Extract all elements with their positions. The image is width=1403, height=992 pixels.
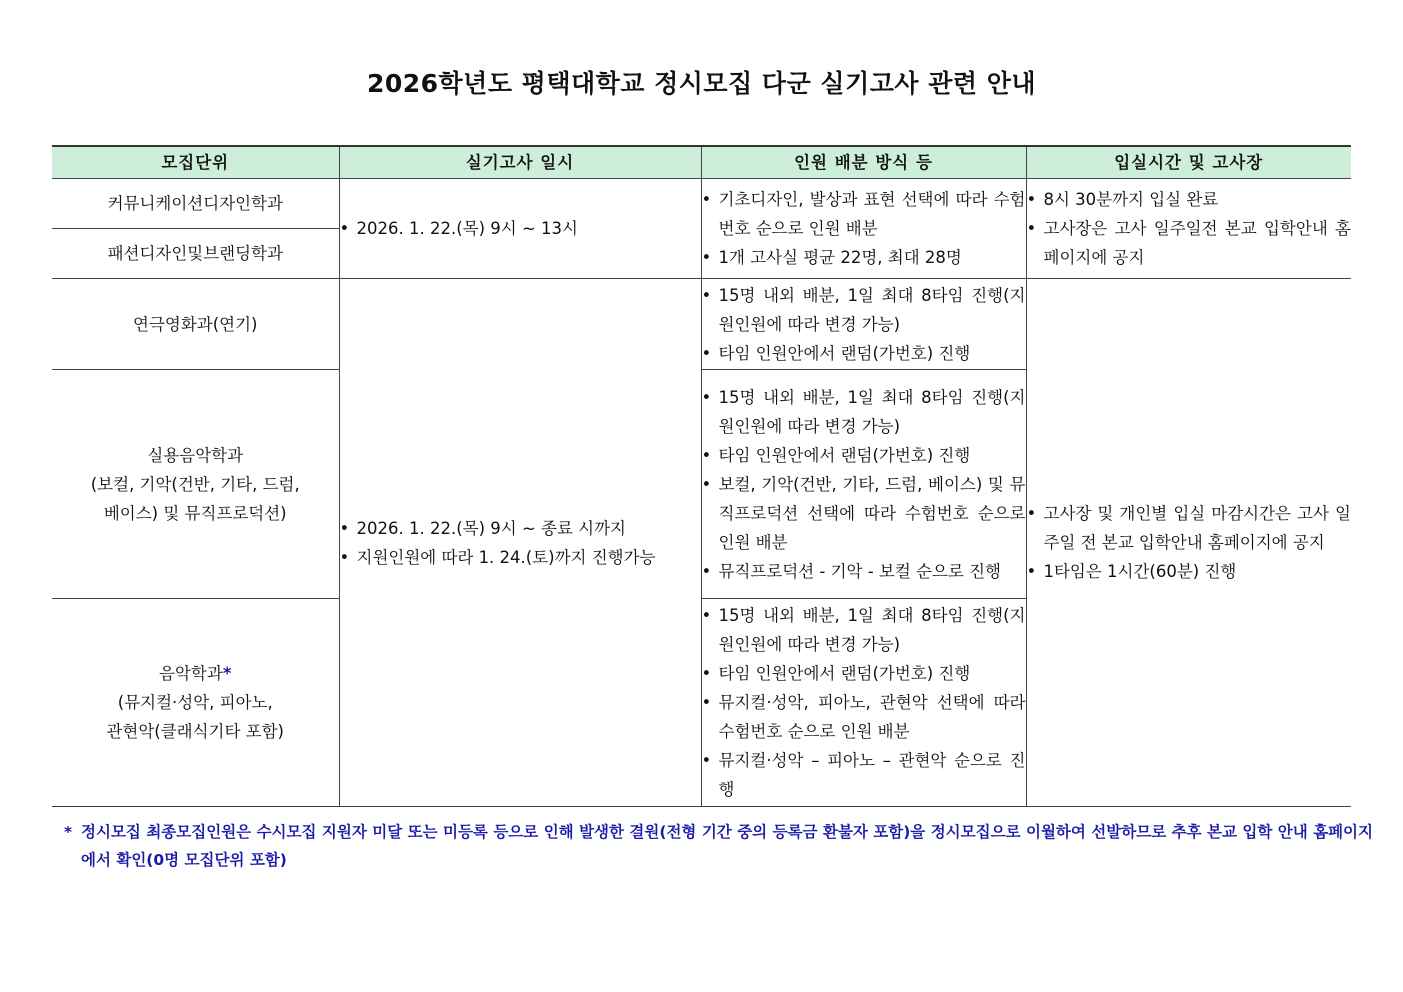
unit-music <box>52 599 339 807</box>
list-item: • 뮤직프로덕션 - 기악 - 보컬 순으로 진행 <box>702 557 1026 586</box>
footnote-asterisk: * <box>64 823 73 841</box>
unit-line <box>52 659 339 688</box>
entry-performance <box>1026 279 1351 807</box>
list-item: • 타임 인원안에서 랜덤(가번호) 진행 <box>702 441 1026 470</box>
list-item: • 고사장은 고사 일주일전 본교 입학안내 홈페이지에 공지 <box>1027 214 1352 272</box>
unit-line: 실용음악학과 <box>147 445 244 465</box>
header-method: 인원 배분 방식 등 <box>701 146 1026 179</box>
list-item: • 15명 내외 배분, 1일 최대 8타임 진행(지원인원에 따라 변경 가능) <box>702 281 1026 339</box>
list-item: • 타임 인원안에서 랜덤(가번호) 진행 <box>702 339 1026 368</box>
header-schedule: 실기고사 일시 <box>339 146 701 179</box>
list-item: • 2026. 1. 22.(목) 9시 ~ 종료 시까지 <box>340 514 701 543</box>
list-item: • 15명 내외 배분, 1일 최대 8타임 진행(지원인원에 따라 변경 가능) <box>702 601 1026 659</box>
footnote-text: 정시모집 최종모집인원은 수시모집 지원자 미달 또는 미등록 등으로 인해 발생한 결원(전형 기간 중의 등록금 환불자 포함)을 정시모집으로 이월하여 선발하므로 추후 본교 입학 안내 홈페이지에서 확인(0명 모집단위 포함) <box>81 823 1373 869</box>
schedule-performance <box>339 279 701 807</box>
exam-schedule-table <box>52 145 1351 807</box>
list-item: • 뮤지컬·성악 – 피아노 – 관현악 순으로 진행 <box>702 746 1026 804</box>
header-entry: 입실시간 및 고사장 <box>1026 146 1351 179</box>
list-item: • 1개 고사실 평균 22명, 최대 28명 <box>702 243 1026 272</box>
unit-line: 베이스) 및 뮤직프로덕션) <box>103 503 287 523</box>
method-applied-music <box>701 370 1026 599</box>
asterisk-mark: * <box>222 664 232 683</box>
schedule-design <box>339 179 701 279</box>
method-theater <box>701 279 1026 370</box>
method-music <box>701 599 1026 807</box>
list-item: • 1타임은 1시간(60분) 진행 <box>1027 557 1352 586</box>
unit-fashion-design: 패션디자인및브랜딩학과 <box>52 229 339 279</box>
entry-design <box>1026 179 1351 279</box>
unit-communication-design: 커뮤니케이션디자인학과 <box>52 179 339 229</box>
unit-line: (뮤지컬·성악, 피아노, <box>117 693 273 712</box>
unit-music-name: 음악학과 <box>159 664 223 683</box>
unit-applied-music <box>52 370 339 599</box>
method-design <box>701 179 1026 279</box>
list-item: • 고사장 및 개인별 입실 마감시간은 고사 일주일 전 본교 입학안내 홈페이지에 공지 <box>1027 499 1352 557</box>
list-item: • 15명 내외 배분, 1일 최대 8타임 진행(지원인원에 따라 변경 가능) <box>702 383 1026 441</box>
list-item: • 지원인원에 따라 1. 24.(토)까지 진행가능 <box>340 543 701 572</box>
footnote <box>64 818 1373 874</box>
list-item: • 뮤지컬·성악, 피아노, 관현악 선택에 따라 수험번호 순으로 인원 배분 <box>702 688 1026 746</box>
unit-line: (보컬, 기악(건반, 기타, 드럼, <box>90 474 300 494</box>
list-item: • 기초디자인, 발상과 표현 선택에 따라 수험번호 순으로 인원 배분 <box>702 185 1026 243</box>
table-header-row <box>52 146 1351 179</box>
list-item: • 보컬, 기악(건반, 기타, 드럼, 베이스) 및 뮤직프로덕션 선택에 따라 수험번호 순으로 인원 배분 <box>702 470 1026 557</box>
unit-line: 관현악(클래식기타 포함) <box>106 722 284 741</box>
table-row <box>52 179 1351 229</box>
list-item: • 2026. 1. 22.(목) 9시 ~ 13시 <box>340 214 701 243</box>
page-title: 2026학년도 평택대학교 정시모집 다군 실기고사 관련 안내 <box>366 69 1037 98</box>
unit-theater-film: 연극영화과(연기) <box>52 279 339 370</box>
table-row <box>52 279 1351 370</box>
header-unit: 모집단위 <box>52 146 339 179</box>
list-item: • 8시 30분까지 입실 완료 <box>1027 185 1352 214</box>
list-item: • 타임 인원안에서 랜덤(가번호) 진행 <box>702 659 1026 688</box>
